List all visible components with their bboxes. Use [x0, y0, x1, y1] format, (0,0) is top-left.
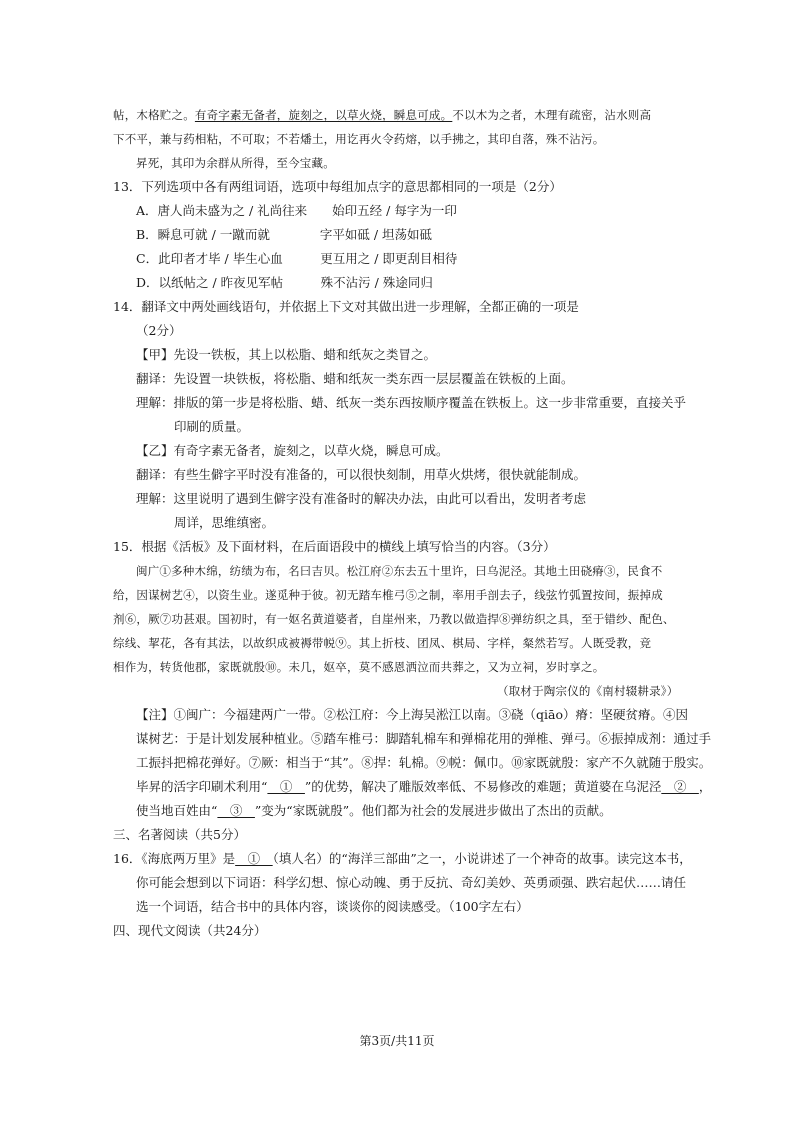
text-run: 工振抖把棉花弹好。⑦厥：相当于“其”。⑧捍：轧棉。⑨帨：佩巾。⑩家既就殷：家产不久就随于殷实。: [136, 755, 712, 770]
text-line: [0, 202, 794, 220]
text-line: [0, 466, 794, 484]
text-run: 谋树艺：于是计划发展种植业。⑤踏车椎弓：脚踏轧棉车和弹棉花用的弹椎、弹弓。⑥振掉成剂：通过手: [136, 731, 712, 746]
text-line: [0, 682, 794, 700]
text-line: [0, 394, 794, 412]
text-run: 【乙】有奇字素无备者，旋刻之，以草火烧，瞬息可成。: [136, 443, 449, 458]
text-run: 闽广①多种木绵，纺绩为布，名曰吉贝。松江府②东去五十里许，曰乌泥泾。其地土田硗瘠③，民食不: [136, 564, 663, 578]
text-run: 周详，思维缜密。: [174, 515, 275, 530]
text-run: 给，因谋树艺④，以资生业。遂觅种于彼。初无踏车椎弓⑤之制，率用手剖去子，线弦竹弧置按间，振掉成: [113, 588, 663, 602]
text-run: D．以纸帖之 / 昨夜见军帖 殊不沾污 / 殊途同归: [136, 275, 433, 290]
text-line: [0, 850, 794, 868]
text-run: ，: [698, 779, 712, 794]
text-line: [0, 706, 794, 724]
text-line: [0, 274, 794, 292]
underlined-text: ①: [267, 779, 305, 794]
text-line: [0, 634, 794, 652]
text-run: C．此印者才毕 / 毕生心血 更互用之 / 即更刮目相待: [136, 251, 458, 266]
underlined-text: 有奇字素无备者，旋刻之，以草火烧，瞬息可成。: [194, 108, 453, 122]
text-run: 13．下列选项中各有两组词语，选项中每组加点字的意思都相同的一项是（2分）: [113, 179, 562, 194]
text-line: [0, 226, 794, 244]
text-run: 昇死，其印为余群从所得，至今宝藏。: [136, 156, 335, 170]
text-line: [0, 298, 794, 316]
text-run: 【甲】先设一铁板，其上以松脂、蜡和纸灰之类冒之。: [136, 347, 437, 362]
text-run: （2分）: [136, 323, 182, 338]
text-line: [0, 490, 794, 508]
text-run: 翻译：先设置一块铁板，将松脂、蜡和纸灰一类东西一层层覆盖在铁板的上面。: [136, 371, 574, 386]
text-line: [0, 754, 794, 772]
text-line: [0, 802, 794, 820]
text-run: 理解：这里说明了遇到生僻字没有准备时的解决办法，由此可以看出，发明者考虑: [136, 491, 587, 506]
text-run: ”变为“家既就殷”。他们都为社会的发展进步做出了杰出的贡献。: [254, 803, 612, 818]
text-run: 【注】①闽广：今福建两广一带。②松江府：今上海吴淞江以南。③硗（qiāo）瘠：坚硬贫瘠。④因: [136, 707, 688, 722]
text-run: 15．根据《活板》及下面材料，在后面语段中的横线上填写恰当的内容。（3分）: [113, 539, 556, 554]
underlined-text: ①: [235, 851, 273, 866]
text-line: [0, 610, 794, 628]
text-line: [0, 154, 794, 172]
text-line: [0, 826, 794, 844]
text-run: 三、名著阅读（共5分）: [113, 827, 246, 842]
text-run: ”的优势，解决了雕版效率低、不易修改的难题；黄道婆在乌泥泾: [304, 779, 662, 794]
text-line: [0, 778, 794, 796]
text-line: [0, 562, 794, 580]
text-run: （填人名）的“海洋三部曲”之一，小说讲述了一个神奇的故事。读完这本书，: [272, 851, 692, 866]
text-run: 你可能会想到以下词语：科学幻想、惊心动魄、勇于反抗、奇幻美妙、英勇顽强、跌宕起伏……请任: [136, 875, 687, 890]
text-line: [0, 658, 794, 676]
underlined-text: ③: [217, 803, 255, 818]
text-line: [0, 346, 794, 364]
text-line: [0, 370, 794, 388]
text-line: [0, 130, 794, 148]
underlined-text: ②: [661, 779, 699, 794]
text-run: B．瞬息可就 / 一蹴而就 字平如砥 / 坦荡如砥: [136, 227, 433, 242]
text-run: 帖，木格贮之。: [113, 108, 195, 122]
text-run: 14．翻译文中两处画线语句，并依据上下文对其做出进一步理解，全都正确的一项是: [113, 299, 579, 314]
text-line: [0, 922, 794, 940]
text-run: 四、现代文阅读（共24分）: [113, 923, 267, 938]
text-line: [0, 418, 794, 436]
text-run: 剂⑥，厥⑦功甚艰。国初时，有一妪名黄道婆者，自崖州来，乃教以做造捍⑧弹纺织之具，至于错纱、配色、: [113, 612, 675, 626]
text-line: [0, 874, 794, 892]
text-run: （取材于陶宗仪的《南村辍耕录》）: [497, 684, 679, 698]
text-line: [0, 322, 794, 340]
text-line: [0, 442, 794, 460]
text-run: 下不平，兼与药相粘，不可取；不若燔土，用讫再火令药熔，以手拂之，其印自落，殊不沾污。: [113, 132, 605, 146]
text-run: 印刷的质量。: [174, 419, 250, 434]
text-run: 理解：排版的第一步是将松脂、蜡、纸灰一类东西按顺序覆盖在铁板上。这一步非常重要，直接关乎: [136, 395, 687, 410]
text-line: [0, 250, 794, 268]
text-run: 综线、挈花，各有其法，以故织成被褥带帨⑨。其上折枝、团凤、棋局、字样，粲然若写。人既受教，竞: [113, 636, 652, 650]
text-line: [0, 898, 794, 916]
text-line: [0, 514, 794, 532]
text-run: 相作为，转货他郡，家既就殷⑩。未几，妪卒，莫不感恩洒泣而共葬之，又为立祠，岁时享之。: [113, 660, 605, 674]
text-run: 不以木为之者，木理有疏密，沾水则高: [452, 108, 652, 122]
text-run: 16．《海底两万里》是: [113, 851, 236, 866]
text-line: [0, 730, 794, 748]
text-line: [0, 586, 794, 604]
page-footer: 第3页/共11页: [359, 1034, 435, 1048]
text-run: A．唐人尚未盛为之 / 礼尚往来 始印五经 / 每字为一印: [136, 203, 457, 218]
text-run: 翻译：有些生僻字平时没有准备的，可以很快刻制，用草火烘烤，很快就能制成。: [136, 467, 587, 482]
text-line: [0, 178, 794, 196]
text-run: 毕昇的活字印刷术利用“: [136, 779, 268, 794]
text-run: 使当地百姓由“: [136, 803, 218, 818]
text-line: [0, 106, 794, 124]
text-line: [0, 538, 794, 556]
text-run: 选一个词语，结合书中的具体内容，谈谈你的阅读感受。（100字左右）: [136, 899, 529, 914]
